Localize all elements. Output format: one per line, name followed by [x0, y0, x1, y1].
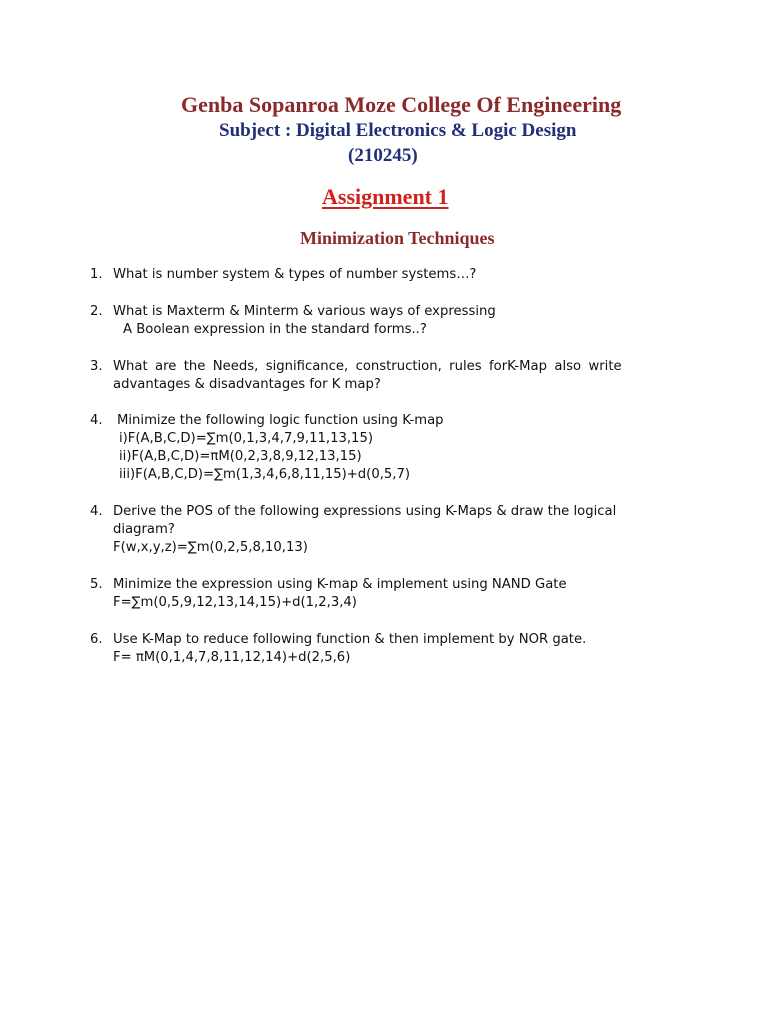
question-text: What is Maxterm & Minterm & various ways of expressing	[113, 304, 496, 319]
question-number: 4.	[90, 504, 103, 519]
question-text: Minimize the following logic function using K-map	[117, 413, 444, 428]
function-expression: F= πM(0,1,4,7,8,11,12,14)+d(2,5,6)	[113, 650, 351, 665]
question-number: 3.	[90, 359, 103, 374]
question-text: What is number system & types of number systems…?	[113, 267, 477, 282]
question-6	[90, 631, 680, 667]
subject-code: (210245)	[348, 145, 418, 166]
college-name: Genba Sopanroa Moze College Of Engineering	[181, 92, 622, 117]
question-1	[90, 266, 680, 284]
question-number: 1.	[90, 267, 103, 282]
question-number: 4.	[90, 413, 103, 428]
function-expression: iii)F(A,B,C,D)=∑m(1,3,4,6,8,11,15)+d(0,5,7)	[119, 467, 411, 482]
function-expression: F(w,x,y,z)=∑m(0,2,5,8,10,13)	[113, 540, 308, 555]
question-number: 2.	[90, 304, 103, 319]
question-4a	[90, 412, 680, 484]
question-text: advantages & disadvantages for K map?	[113, 377, 381, 392]
question-number: 6.	[90, 632, 103, 647]
question-3	[90, 358, 680, 394]
function-expression: ii)F(A,B,C,D)=πM(0,2,3,8,9,12,13,15)	[119, 449, 362, 464]
question-text: What are the Needs, significance, construction, rules forK-Map also write	[113, 359, 622, 374]
question-text: diagram?	[113, 522, 175, 537]
question-number: 5.	[90, 577, 103, 592]
subject-title: Subject : Digital Electronics & Logic Design	[219, 120, 577, 141]
function-expression: F=∑m(0,5,9,12,13,14,15)+d(1,2,3,4)	[113, 595, 357, 610]
question-text: A Boolean expression in the standard forms..?	[123, 322, 427, 337]
topic-title: Minimization Techniques	[300, 228, 495, 248]
assignment-title: Assignment 1	[322, 184, 449, 209]
function-expression: i)F(A,B,C,D)=∑m(0,1,3,4,7,9,11,13,15)	[119, 431, 373, 446]
question-text: Derive the POS of the following expressions using K-Maps & draw the logical	[113, 504, 617, 519]
question-text: Minimize the expression using K-map & implement using NAND Gate	[113, 577, 567, 592]
question-5	[90, 576, 680, 612]
question-2	[90, 303, 680, 339]
question-text: Use K-Map to reduce following function & then implement by NOR gate.	[113, 632, 587, 647]
question-4b	[90, 503, 680, 557]
